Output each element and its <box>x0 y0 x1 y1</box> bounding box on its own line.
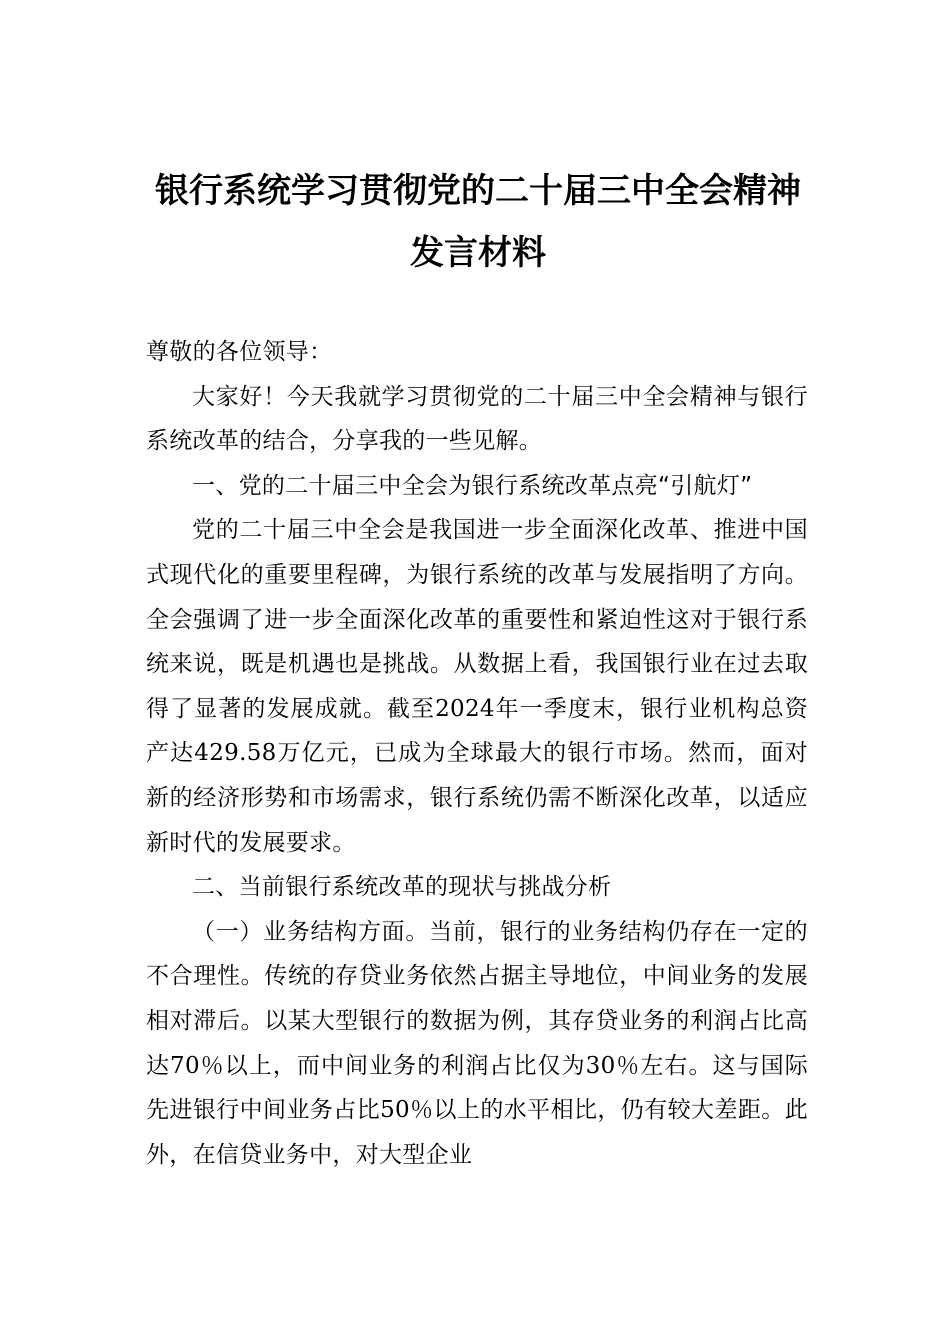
salutation: 尊敬的各位领导： <box>146 339 333 365</box>
section-2-paragraph: （一）业务结构方面。当前，银行的业务结构仍存在一定的不合理性。传统的存贷业务依然占据主导地位，中间业务的发展相对滞后。以某大型银行的数据为例，其存贷业务的利润占比高达70％以上，而中间业务的利润占比仅为30％左右。这与国际先进银行中间业务占比50％以上的水平相比，仍有较大差距。此外，在信贷业务中，对大型企业 <box>146 918 808 1168</box>
document-body <box>146 330 808 1177</box>
opening-paragraph: 大家好！今天我就学习贯彻党的二十届三中全会精神与银行系统改革的结合，分享我的一些见解。 <box>146 383 808 455</box>
section-2-heading: 二、当前银行系统改革的现状与挑战分析 <box>192 874 612 901</box>
section-1-heading: 一、党的二十届三中全会为银行系统改革点亮“引航灯” <box>192 472 753 499</box>
section-1-paragraph: 党的二十届三中全会是我国进一步全面深化改革、推进中国式现代化的重要里程碑，为银行系统的改革与发展指明了方向。全会强调了进一步全面深化改革的重要性和紧迫性这对于银行系统来说，既是机遇也是挑战。从数据上看，我国银行业在过去取得了显著的发展成就。截至2024年一季度末，银行业机构总资产达429.58万亿元，已成为全球最大的银行市场。然而，面对新的经济形势和市场需求，银行系统仍需不断深化改革，以适应新时代的发展要求。 <box>146 517 808 856</box>
document-title: 银行系统学习贯彻党的二十届三中全会精神发言材料 <box>155 171 801 273</box>
